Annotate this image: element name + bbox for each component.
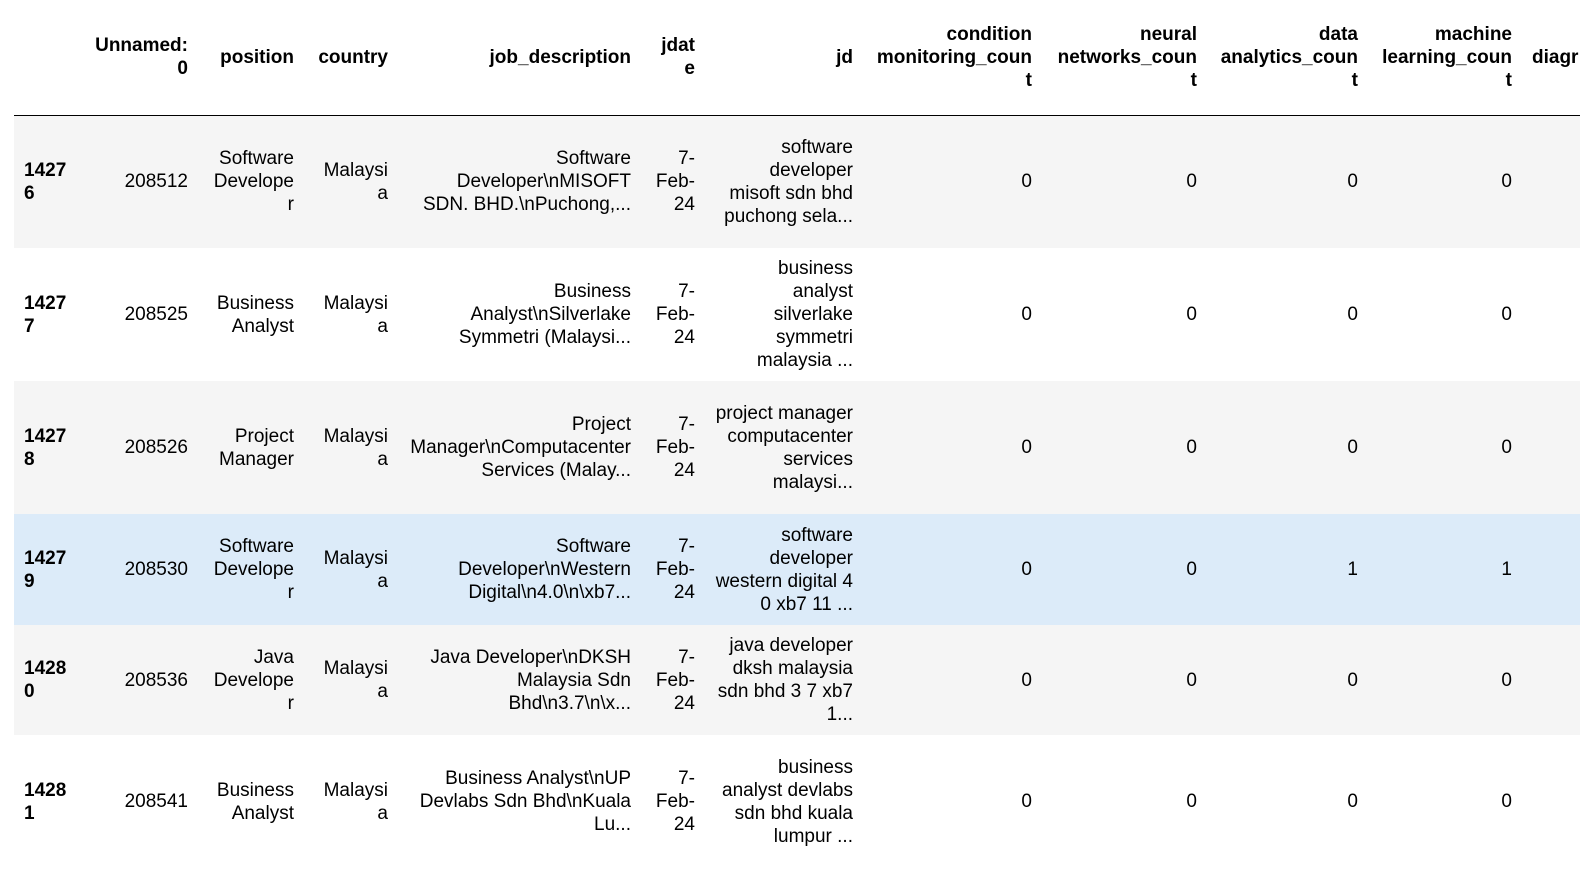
table-cell: software developer western digital 4 0 xb7 11 ...	[715, 524, 853, 615]
table-cell: Software Developer	[213, 536, 294, 603]
table-cell: 7-Feb-24	[655, 414, 695, 481]
table-row[interactable]	[14, 625, 1580, 735]
column-header-label: job_description	[489, 46, 631, 68]
row-index: 14278	[24, 425, 67, 470]
table-cell: 7-Feb-24	[655, 148, 695, 216]
column-header[interactable]	[641, 0, 705, 115]
column-header[interactable]	[1207, 0, 1368, 115]
table-cell: Project Manager\nComputacenter Services (Malay...	[410, 414, 631, 481]
row-index: 14281	[24, 779, 67, 824]
column-header[interactable]	[198, 0, 304, 115]
table-cell: 208541	[124, 791, 188, 812]
table-cell: 0	[1501, 791, 1512, 812]
table-cell: 0	[1186, 669, 1197, 691]
table-cell: Software Developer\nWestern Digital\n4.0\n\xb7...	[458, 536, 631, 603]
table-cell: Java Developer\nDKSH Malaysia Sdn Bhd\n3.7\n\x...	[430, 646, 631, 714]
table-row[interactable]	[14, 248, 1580, 381]
column-header-label: condition monitoring_count	[876, 23, 1032, 91]
table-cell	[1522, 381, 1580, 514]
table-cell: 0	[1186, 437, 1197, 458]
table-cell: 0	[1501, 669, 1512, 691]
table-cell: Malaysia	[323, 779, 388, 824]
table-cell: Business Analyst	[216, 779, 294, 824]
table-cell: Business Analyst	[216, 292, 294, 337]
table-row[interactable]	[14, 381, 1580, 514]
table-cell: Software Developer	[213, 148, 294, 216]
table-cell: Malaysia	[323, 159, 388, 204]
row-index: 14279	[24, 547, 67, 592]
header-row	[14, 0, 1580, 115]
table-cell	[1522, 625, 1580, 735]
table-cell: software developer misoft sdn bhd puchong sela...	[724, 136, 853, 227]
table-cell: 0	[1021, 669, 1032, 691]
table-cell: 0	[1347, 304, 1358, 325]
table-row[interactable]	[14, 115, 1580, 248]
column-header[interactable]	[1522, 0, 1580, 115]
table-cell	[1522, 115, 1580, 248]
column-header[interactable]	[304, 0, 398, 115]
table-cell: Malaysia	[323, 658, 388, 702]
table-cell: 0	[1186, 171, 1197, 193]
table-cell: 7-Feb-24	[655, 281, 695, 348]
dataframe-table	[14, 0, 1580, 868]
table-cell	[1522, 248, 1580, 381]
table-cell: 0	[1021, 559, 1032, 580]
table-cell: 0	[1347, 171, 1358, 193]
table-cell: 1	[1347, 559, 1358, 580]
table-cell: 208530	[124, 559, 188, 580]
table-cell: project manager computacenter services malaysi...	[715, 402, 853, 493]
table-cell: 0	[1021, 437, 1032, 458]
column-header-label: country	[318, 46, 388, 68]
column-header-label: machine learning_count	[1382, 23, 1512, 91]
column-header-label: diagr	[1532, 46, 1579, 68]
table-row[interactable]	[14, 514, 1580, 625]
table-cell: 208526	[124, 437, 188, 458]
table-cell	[1522, 514, 1580, 625]
table-cell: 0	[1501, 304, 1512, 325]
row-index: 14280	[24, 658, 67, 702]
table-cell: 7-Feb-24	[655, 536, 695, 603]
index-header	[14, 0, 85, 115]
table-cell: 1	[1501, 559, 1512, 580]
table-cell: Business Analyst\nUP Devlabs Sdn Bhd\nKuala Lu...	[419, 768, 631, 835]
table-cell: Malaysia	[323, 547, 388, 592]
table-cell: Software Developer\nMISOFT SDN. BHD.\nPuchong,...	[422, 148, 631, 216]
table-cell: 7-Feb-24	[655, 768, 695, 835]
table-cell: Malaysia	[323, 425, 388, 470]
column-header-label: data analytics_count	[1220, 23, 1358, 91]
table-cell: 0	[1186, 791, 1197, 812]
table-cell: Java Developer	[213, 646, 294, 714]
table-cell: business analyst devlabs sdn bhd kuala lumpur ...	[722, 756, 853, 847]
table-cell: 208512	[124, 171, 188, 193]
column-header[interactable]	[1042, 0, 1207, 115]
table-cell: 0	[1347, 437, 1358, 458]
column-header-label: position	[220, 46, 294, 68]
table-cell: 0	[1186, 304, 1197, 325]
column-header-label: neural networks_count	[1057, 23, 1197, 91]
table-cell: 0	[1186, 559, 1197, 580]
row-index: 14277	[24, 292, 67, 337]
dataframe-viewport	[14, 0, 1580, 874]
table-row[interactable]	[14, 735, 1580, 868]
table-cell: business analyst silverlake symmetri malaysia ...	[756, 258, 853, 371]
table-cell: Business Analyst\nSilverlake Symmetri (Malaysi...	[458, 281, 631, 348]
table-cell: 0	[1021, 171, 1032, 193]
table-cell: 0	[1021, 304, 1032, 325]
table-cell: 208525	[124, 304, 188, 325]
table-cell: 0	[1501, 437, 1512, 458]
table-cell: 0	[1347, 791, 1358, 812]
column-header[interactable]	[705, 0, 863, 115]
table-cell: 0	[1347, 669, 1358, 691]
table-cell: 208536	[124, 669, 188, 691]
table-cell	[1522, 735, 1580, 868]
row-index: 14276	[24, 159, 67, 204]
column-header[interactable]	[85, 0, 198, 115]
column-header[interactable]	[863, 0, 1042, 115]
table-cell: Malaysia	[323, 292, 388, 337]
column-header[interactable]	[1368, 0, 1522, 115]
table-cell: Project Manager	[219, 425, 294, 470]
column-header-label: jd	[836, 46, 853, 68]
column-header[interactable]	[398, 0, 641, 115]
column-header-label: jdate	[661, 35, 695, 80]
table-cell: 7-Feb-24	[655, 646, 695, 714]
table-cell: 0	[1501, 171, 1512, 193]
table-cell: java developer dksh malaysia sdn bhd 3 7 xb7 1...	[717, 635, 853, 725]
column-header-label: Unnamed: 0	[95, 35, 188, 80]
table-cell: 0	[1021, 791, 1032, 812]
